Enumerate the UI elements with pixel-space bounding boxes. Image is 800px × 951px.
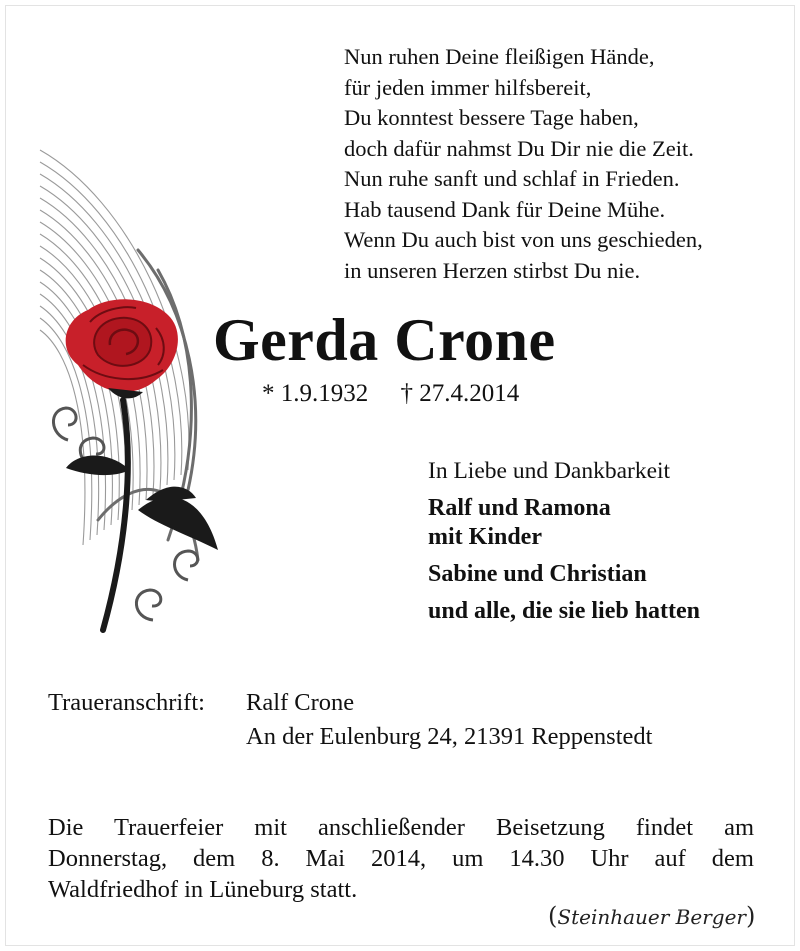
mourner-group — [428, 560, 788, 589]
poem-line: Hab tausend Dank für Deine Mühe. — [344, 196, 666, 222]
stonemason-signature: (Steinhauer Berger) — [548, 902, 756, 930]
mourner-line: mit Kinder — [428, 524, 542, 550]
funeral-announcement — [48, 812, 754, 905]
birth-date: * 1.9.1932 — [262, 380, 369, 407]
mourner-group — [428, 494, 788, 552]
poem-line: doch dafür nahmst Du Dir nie die Zeit. — [344, 135, 694, 161]
poem-line: Nun ruhen Deine fleißigen Hände, — [344, 44, 655, 69]
leaves — [66, 456, 218, 551]
address-line: Ralf Crone — [246, 689, 355, 716]
rose-head — [66, 299, 178, 398]
rose-illustration — [38, 140, 228, 635]
stem — [103, 400, 128, 630]
deceased-name: Gerda Crone — [213, 307, 556, 373]
mourner-line: Sabine und Christian — [428, 561, 647, 587]
mourners-intro: In Liebe und Dankbarkeit — [428, 458, 671, 484]
poem-line: Nun ruhe sanft und schlaf in Frieden. — [344, 166, 680, 191]
address-label: Traueranschrift: — [48, 689, 205, 716]
funeral-line: Donnerstag, dem 8. Mai 2014, um 14.30 Uhr auf dem — [48, 845, 754, 872]
mourner-line: und alle, die sie lieb hatten — [428, 598, 701, 624]
poem-line: in unseren Herzen stirbst Du nie. — [344, 257, 641, 283]
poem-line: Du konntest bessere Tage haben, — [344, 105, 639, 130]
mourner-line: Ralf und Ramona — [428, 495, 611, 521]
mourner-group — [428, 597, 788, 626]
signature-text: Steinhauer Berger — [557, 905, 746, 929]
funeral-line: Die Trauerfeier mit anschließender Beisetzung findet am — [48, 814, 754, 841]
address-line: An der Eulenburg 24, 21391 Reppenstedt — [246, 723, 653, 750]
death-date: † 27.4.2014 — [400, 380, 520, 407]
poem — [344, 42, 784, 286]
poem-line: Wenn Du auch bist von uns geschieden, — [344, 227, 703, 252]
funeral-line: Waldfriedhof in Lüneburg statt. — [48, 876, 358, 903]
life-dates — [262, 380, 519, 408]
mourners — [428, 456, 788, 626]
poem-line: für jeden immer hilfsbereit, — [344, 74, 592, 100]
